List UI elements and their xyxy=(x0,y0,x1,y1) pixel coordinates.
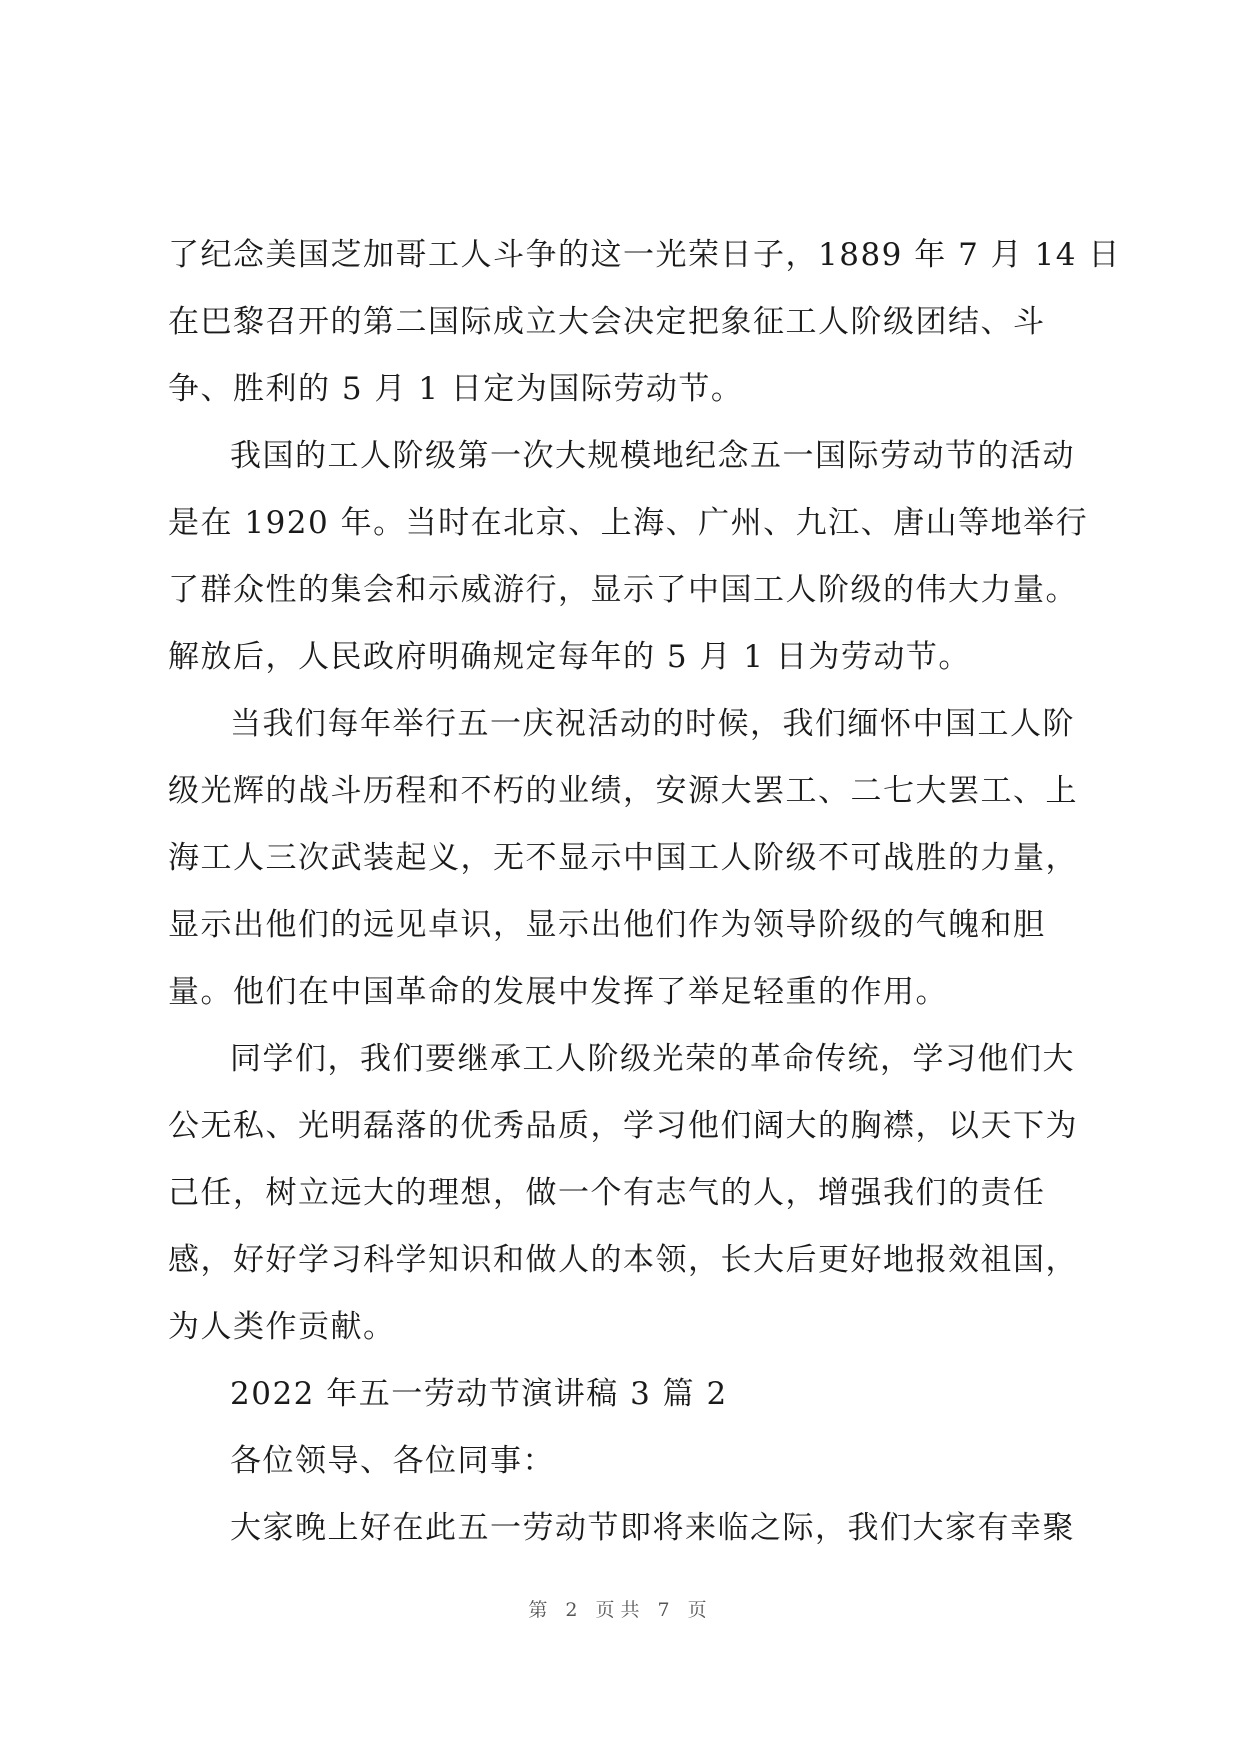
text-line: 感，好好学习科学知识和做人的本领，长大后更好地报效祖国， xyxy=(168,1242,1078,1278)
text-line: 海工人三次武装起义，无不显示中国工人阶级不可战胜的力量， xyxy=(168,840,1078,876)
text-line: 显示出他们的远见卓识，显示出他们作为领导阶级的气魄和胆 xyxy=(168,907,1046,943)
text-line: 是在 1920 年。当时在北京、上海、广州、九江、唐山等地举行 xyxy=(168,505,1089,541)
paragraph xyxy=(168,1026,1098,1361)
paragraph xyxy=(168,423,1098,691)
text-line: 公无私、光明磊落的优秀品质，学习他们阔大的胸襟，以天下为 xyxy=(168,1108,1078,1144)
text-line: 为人类作贡献。 xyxy=(168,1309,396,1345)
paragraph xyxy=(168,1495,1098,1562)
text-line: 级光辉的战斗历程和不朽的业绩，安源大罢工、二七大罢工、上 xyxy=(168,773,1078,809)
body-text xyxy=(168,222,1121,1562)
text-line: 解放后，人民政府明确规定每年的 5 月 1 日为劳动节。 xyxy=(168,639,971,675)
salutation xyxy=(168,1428,1098,1495)
text-line: 在巴黎召开的第二国际成立大会决定把象征工人阶级团结、斗 xyxy=(168,304,1046,340)
text-line: 己任，树立远大的理想，做一个有志气的人，增强我们的责任 xyxy=(168,1175,1046,1211)
paragraph xyxy=(168,222,1121,423)
page-number-footer: 第 2 页共 7 页 xyxy=(528,1599,713,1621)
section-heading xyxy=(168,1361,1098,1428)
text-line: 各位领导、各位同事： xyxy=(230,1443,555,1479)
text-line: 了群众性的集会和示威游行，显示了中国工人阶级的伟大力量。 xyxy=(168,572,1078,608)
heading-line: 2022 年五一劳动节演讲稿 3 篇 2 xyxy=(230,1376,728,1412)
paragraph xyxy=(168,691,1098,1026)
text-line: 量。他们在中国革命的发展中发挥了举足轻重的作用。 xyxy=(168,974,948,1010)
text-line: 我国的工人阶级第一次大规模地纪念五一国际劳动节的活动 xyxy=(230,438,1075,474)
text-line: 了纪念美国芝加哥工人斗争的这一光荣日子，1889 年 7 月 14 日 xyxy=(168,237,1121,273)
text-line: 同学们，我们要继承工人阶级光荣的革命传统，学习他们大 xyxy=(230,1041,1075,1077)
text-line: 争、胜利的 5 月 1 日定为国际劳动节。 xyxy=(168,371,744,407)
text-line: 当我们每年举行五一庆祝活动的时候，我们缅怀中国工人阶 xyxy=(230,706,1075,742)
text-line: 大家晚上好在此五一劳动节即将来临之际，我们大家有幸聚 xyxy=(230,1510,1075,1546)
